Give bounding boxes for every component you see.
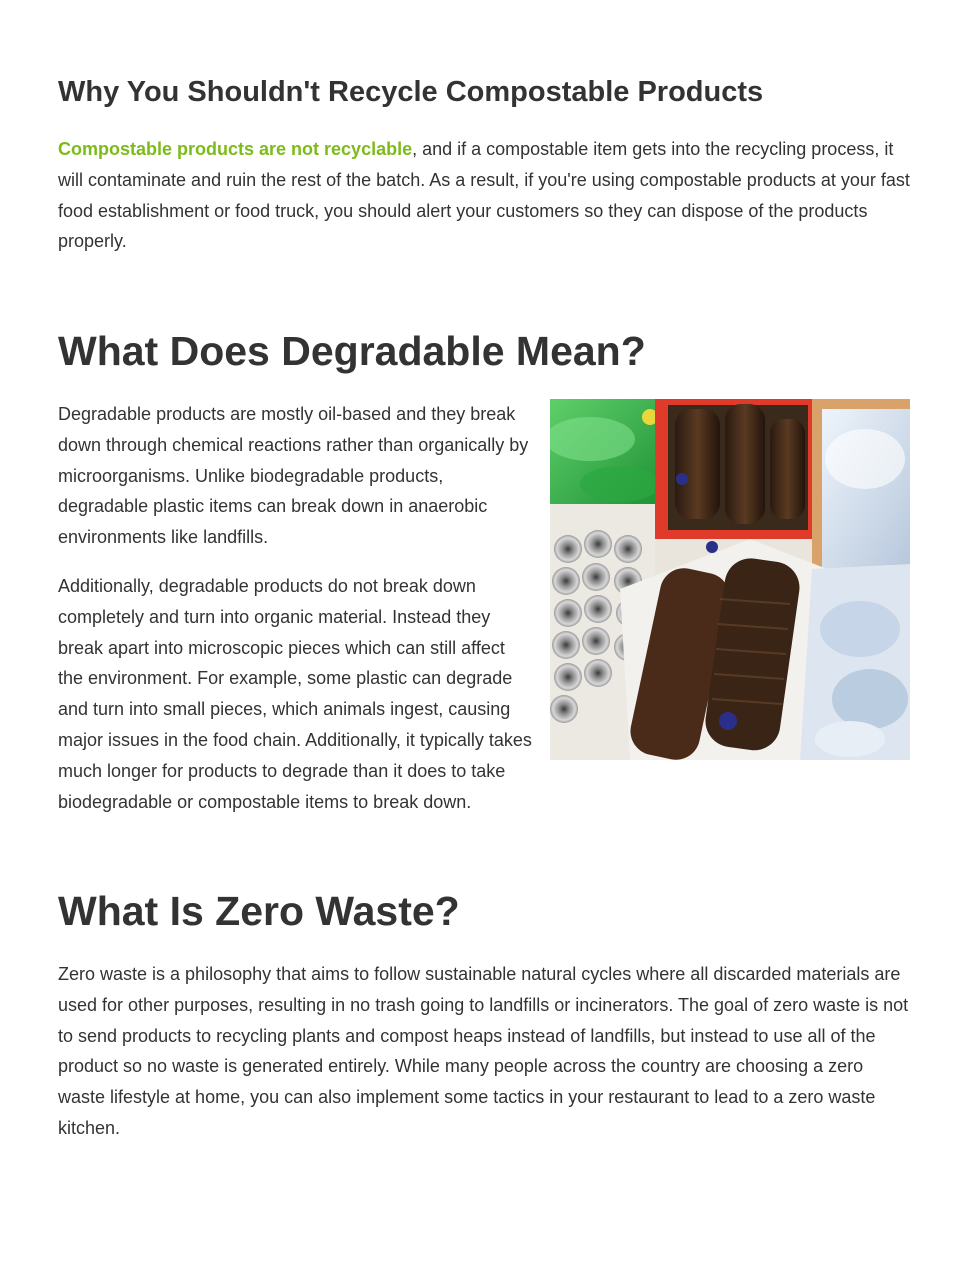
recycling-bins-image [550,399,910,760]
degradable-section-body [58,399,910,817]
compostable-paragraph-block [58,134,910,257]
degradable-paragraph-2: Additionally, degradable products do not break down completely and turn into organic material. Instead they break apart into microscopic pieces which can still affect the environment. For example, some plastic can degrade and turn into small pieces, which animals ingest, causing major issues in the food chain. Additionally, it typically takes much longer for products to degrade than it does to take biodegradable or compostable items to break down. [58,575,532,812]
section-heading-degradable: What Does Degradable Mean? [58,328,646,374]
compostable-paragraph-text: , and if a compostable item gets into the recycling process, it will contaminate and ruin the rest of the batch. As a result, if you're using compostable products at your fast food establishment or food truck, you should alert your customers so they can dispose of the products properly. [58,139,910,252]
compostable-paragraph [58,134,910,257]
section-heading-compostable: Why You Shouldn't Recycle Compostable Products [58,76,764,108]
degradable-paragraph-1: Degradable products are mostly oil-based and they break down through chemical reactions rather than organically by microorganisms. Unlike biodegradable products, degradable plastic items can break down in anaerobic environments like landfills. [58,404,529,548]
compostable-not-recyclable-link[interactable]: Compostable products are not recyclable [58,139,413,159]
zero-waste-paragraph-block [58,959,910,1144]
section-heading-zero-waste: What Is Zero Waste? [58,888,460,934]
zero-waste-paragraph: Zero waste is a philosophy that aims to follow sustainable natural cycles where all discarded materials are used for other purposes, resulting in no trash going to landfills or incinerators. The goal of zero waste is not to send products to recycling plants and compost heaps instead of landfills, but instead to use all of the product so no waste is generated entirely. While many people across the country are choosing a zero waste lifestyle at home, you can also implement some tactics in your restaurant to lead to a zero waste kitchen. [58,964,909,1138]
recycling-bins-photo [550,399,910,760]
